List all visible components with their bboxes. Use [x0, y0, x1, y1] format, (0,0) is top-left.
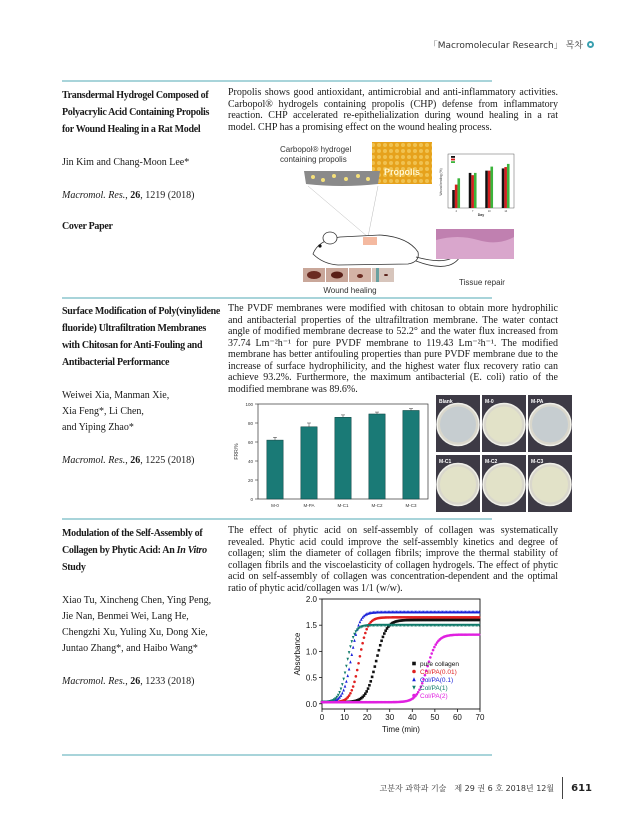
section-divider	[62, 80, 492, 82]
data-point	[348, 694, 351, 697]
y-tick-label: 0	[250, 497, 253, 502]
absorbance-chart	[290, 591, 510, 751]
title-part: Study	[62, 562, 86, 573]
journal-section-title: 「Macromolecular Research」 목차	[428, 41, 583, 51]
petri-dish	[482, 395, 526, 452]
data-point	[349, 645, 352, 648]
inset-bar	[488, 171, 491, 208]
data-point	[349, 660, 352, 663]
section-divider	[62, 297, 492, 299]
inset-bar	[504, 167, 507, 208]
data-point	[430, 652, 433, 655]
author-line: Xiao Tu, Xincheng Chen, Ying Peng,	[62, 595, 212, 606]
legend-item	[412, 669, 457, 676]
data-point	[355, 675, 358, 678]
x-tick-label: 20	[362, 713, 372, 722]
plate-label: Blank	[439, 399, 453, 405]
x-axis-label: Time (min)	[382, 725, 420, 734]
article-authors	[62, 593, 222, 657]
data-point	[384, 629, 387, 632]
data-point	[349, 692, 352, 695]
footer-issue: 제 29 권 6 호 2018년 12월	[454, 783, 555, 793]
x-tick-label: 60	[452, 713, 462, 722]
data-point	[364, 632, 367, 635]
inset-bar	[455, 185, 458, 208]
y-tick-label: 0.0	[305, 699, 317, 709]
author-line: Chengzhi Xu, Yuling Xu, Dong Xie,	[62, 627, 208, 638]
data-point	[382, 636, 385, 639]
antibacterial-plates	[436, 395, 576, 517]
x-tick-label: M-C2	[371, 503, 383, 508]
propolis-label: Propolis	[383, 167, 421, 177]
data-point	[478, 619, 481, 622]
article-abstract: The PVDF membranes were modified with chitosan to obtain more hydrophilic and antibacterial properties of the ultrafiltration membrane. The water contact angle of modified membrane decrease to 52.2° and the water flux increased from 37.74 Lm⁻²h⁻¹ for pure PVDF membrane to 119.43 Lm⁻²h⁻¹. The modified membrane has better antifouling properties than pure PVDF membrane due to the increase of surface hydrophilicity, and the highest water flux recovery ratio can achieve 93.2%. Furthermore, the maximum antibacterial (E. coli) ratio of the modified membrane was 89.6%.	[228, 303, 558, 395]
plate-label: M-C3	[531, 459, 544, 465]
article-abstract: Propolis shows good antioxidant, antimicrobial and anti-inflammatory activities. Carbopol® hydrogels containing propolis (CHP) defense from inflammatory reaction. CHP accelerated re-epithelialization during wound healing in a rat model. CHP has a promising effect on the wound healing process.	[228, 87, 558, 133]
x-tick-label: 30	[385, 713, 395, 722]
data-point	[357, 624, 360, 627]
legend-item	[412, 661, 459, 668]
y-tick-label: 1.0	[305, 647, 317, 657]
inset-bar	[452, 190, 455, 208]
inset-x-tick: 7	[472, 210, 474, 213]
legend-label: pure collagen	[420, 661, 460, 668]
article-authors: Jin Kim and Chang-Moon Lee*	[62, 157, 190, 168]
inset-legend-swatch	[451, 159, 455, 161]
data-point	[433, 646, 436, 649]
plate-label: M-0	[485, 399, 494, 405]
data-point	[412, 670, 416, 674]
data-point	[352, 636, 355, 639]
page-number: 611	[571, 782, 592, 794]
inset-y-label: Wound healing (%)	[439, 168, 443, 196]
y-tick-label: 60	[247, 440, 253, 445]
x-tick-label: 10	[340, 713, 350, 722]
article-title[interactable]	[62, 525, 222, 576]
plate-label: M-C2	[485, 459, 498, 465]
article-meta	[62, 87, 222, 232]
article-abstract-block	[228, 525, 558, 734]
data-point	[412, 662, 416, 666]
graphical-abstract-1	[268, 142, 568, 295]
data-point	[412, 694, 416, 698]
data-point	[361, 642, 364, 645]
y-axis-label: Absorbance	[293, 632, 302, 676]
y-tick-label: 20	[247, 478, 253, 483]
bar	[267, 440, 283, 499]
wound-healing-inset-chart	[439, 154, 514, 217]
pages: 1219 (2018)	[145, 190, 195, 201]
data-point	[352, 685, 355, 688]
data-point	[344, 671, 347, 674]
data-point	[376, 654, 379, 657]
data-point	[380, 640, 383, 643]
data-point	[360, 648, 363, 651]
article-abstract-block	[228, 303, 558, 508]
title-italic: In Vitro	[176, 545, 207, 556]
data-point	[341, 691, 344, 694]
data-point	[365, 690, 368, 693]
plate-agar	[486, 467, 522, 503]
tissue-repair-label: Tissue repair	[459, 278, 505, 287]
petri-dish	[482, 455, 526, 512]
article-citation: Macromol. Res., 26, 1219 (2018)	[62, 190, 195, 201]
petri-dish	[436, 395, 480, 452]
y-tick-label: 80	[247, 421, 253, 426]
section-divider	[62, 754, 492, 756]
inset-x-tick: 10	[487, 210, 491, 213]
data-point	[353, 639, 356, 642]
inset-bar	[507, 164, 510, 208]
data-point	[372, 671, 375, 674]
inset-bar	[502, 168, 505, 208]
inset-bar	[485, 171, 488, 208]
inset-x-tick: 14	[504, 210, 508, 213]
volume: 26	[130, 190, 141, 201]
author-line: Xia Feng*, Li Chen,	[62, 406, 144, 417]
petri-dish	[528, 395, 572, 452]
footer-separator	[562, 777, 563, 799]
section-divider	[62, 518, 492, 520]
data-point	[371, 676, 374, 679]
y-tick-label: 100	[245, 402, 253, 407]
inset-bar	[457, 178, 460, 208]
article-citation: Macromol. Res., 26, 1233 (2018)	[62, 676, 195, 687]
x-tick-label: M-0	[271, 503, 279, 508]
data-point	[341, 683, 344, 686]
y-axis-label: FRR/%	[234, 443, 240, 460]
data-point	[359, 655, 362, 658]
plate-label: M-PA	[531, 399, 544, 405]
data-point	[378, 649, 381, 652]
data-point	[429, 656, 432, 659]
hydrogel-label: Carbopol® hydrogel	[280, 145, 352, 154]
data-point	[364, 692, 367, 695]
data-point	[356, 669, 359, 672]
data-point	[412, 677, 416, 681]
petri-dish	[528, 455, 572, 512]
data-point	[350, 653, 353, 656]
plate-agar	[440, 407, 476, 443]
wound-photos	[303, 268, 394, 282]
hydrogel-label-2: containing propolis	[280, 155, 347, 164]
data-point	[478, 633, 481, 636]
data-point	[412, 686, 416, 690]
cover-paper-tag: Cover Paper	[62, 221, 113, 232]
data-point	[346, 658, 349, 661]
data-point	[357, 662, 360, 665]
bar	[369, 414, 385, 499]
plate-agar	[532, 407, 568, 443]
y-tick-label: 1.5	[305, 621, 317, 631]
journal-abbrev: Macromol. Res.	[62, 455, 126, 466]
inset-bar	[490, 167, 493, 208]
data-point	[348, 651, 351, 654]
bar	[335, 417, 351, 499]
article-abstract-block	[228, 87, 558, 295]
y-tick-label: 2.0	[305, 595, 317, 604]
inset-legend-swatch	[451, 156, 455, 158]
data-point	[344, 684, 347, 687]
data-point	[379, 644, 382, 647]
journal-abbrev: Macromol. Res.	[62, 676, 126, 687]
footer-journal: 고분자 과학과 기술	[379, 783, 447, 793]
volume: 26	[130, 455, 141, 466]
article-abstract: The effect of phytic acid on self-assembly of collagen was systematically revealed. Phytic acid could improve the self-assembly kinetics and degree of collagen; slim the diameter of collagen fibrils; improve the thermal stability of collagen fibrils and the viscoelasticity of collagen hydrogels. The effect of phytic acid on self-assembly of collagen was concentration-dependent and the optimal ratio of phytic acid/collagen was 1/1 (w/w).	[228, 525, 558, 594]
article-citation: Macromol. Res., 26, 1225 (2018)	[62, 455, 195, 466]
x-tick-label: 50	[430, 713, 440, 722]
data-point	[353, 681, 356, 684]
data-point	[368, 684, 371, 687]
data-point	[375, 660, 378, 663]
x-tick-label: 70	[475, 713, 485, 722]
wound-healing-label: Wound healing	[323, 286, 377, 295]
data-point	[345, 665, 348, 668]
legend-label: Col/PA(0.1)	[420, 677, 454, 684]
bar	[301, 427, 317, 499]
article-title[interactable]: Transdermal Hydrogel Composed of Polyacrylic Acid Containing Propolis for Wound Healing in a Rat Model	[62, 90, 210, 135]
plate-agar	[532, 467, 568, 503]
article-meta	[62, 303, 222, 469]
data-point	[374, 665, 377, 668]
page-footer	[379, 777, 592, 799]
data-point	[345, 680, 348, 683]
article-title[interactable]: Surface Modification of Poly(vinylidene fluoride) Ultrafiltration Membranes with Chitosan for Anti-Fouling and Antibacterial Performance	[62, 306, 221, 368]
legend-item	[412, 677, 453, 684]
plate-agar	[440, 467, 476, 503]
author-line: Jie Nan, Benmei Wei, Lang He,	[62, 611, 189, 622]
data-point	[365, 628, 368, 631]
data-point	[338, 691, 341, 694]
pages: 1233 (2018)	[145, 676, 195, 687]
y-tick-label: 0.5	[305, 673, 317, 683]
title-part: Modulation of the Self-Assembly of Collagen by Phytic Acid: An	[62, 528, 203, 556]
plate-agar	[486, 407, 522, 443]
data-point	[432, 649, 435, 652]
running-header	[429, 38, 594, 51]
data-point	[342, 688, 345, 691]
x-tick-label: M-PA	[303, 503, 315, 508]
data-point	[367, 687, 370, 690]
author-line: Weiwei Xia, Manman Xie,	[62, 390, 170, 401]
legend-label: Col/PA(0.01)	[420, 669, 457, 676]
article-authors	[62, 388, 222, 436]
inset-bar	[469, 173, 472, 208]
data-point	[348, 667, 351, 670]
data-point	[352, 646, 355, 649]
y-tick-label: 40	[247, 459, 253, 464]
hydrogel-patch	[363, 237, 377, 245]
data-point	[478, 616, 481, 619]
data-point	[383, 632, 386, 635]
x-tick-label: 0	[319, 713, 325, 722]
inset-legend-swatch	[451, 161, 455, 163]
x-tick-label: M-C3	[405, 503, 417, 508]
series-col-pa-0-01-	[321, 616, 481, 703]
inset-x-tick: 4	[455, 210, 457, 213]
petri-dish	[436, 455, 480, 512]
plate-label: M-C1	[439, 459, 452, 465]
bar	[403, 410, 419, 499]
plot-frame	[322, 599, 480, 709]
data-point	[340, 688, 343, 691]
inset-bar	[471, 175, 474, 208]
article-meta	[62, 525, 222, 690]
author-line: and Yiping Zhao*	[62, 422, 134, 433]
journal-abbrev: Macromol. Res.	[62, 190, 126, 201]
data-point	[346, 674, 349, 677]
author-line: Juntao Zhang*, and Haibo Wang*	[62, 643, 198, 654]
x-tick-label: 40	[407, 713, 417, 722]
inset-bar	[474, 173, 477, 208]
frr-bar-chart	[228, 396, 433, 516]
x-tick-label: M-C1	[337, 503, 349, 508]
data-point	[350, 640, 353, 643]
pages: 1225 (2018)	[145, 455, 195, 466]
legend-label: Col/PA(2)	[420, 693, 448, 700]
inset-x-label: Day	[477, 213, 485, 217]
volume: 26	[130, 676, 141, 687]
data-point	[342, 678, 345, 681]
data-point	[350, 689, 353, 692]
legend-label: Col/PA(1)	[420, 685, 448, 692]
data-point	[363, 636, 366, 639]
ring-bullet-icon	[587, 41, 594, 48]
data-point	[369, 680, 372, 683]
legend-item	[412, 685, 448, 692]
